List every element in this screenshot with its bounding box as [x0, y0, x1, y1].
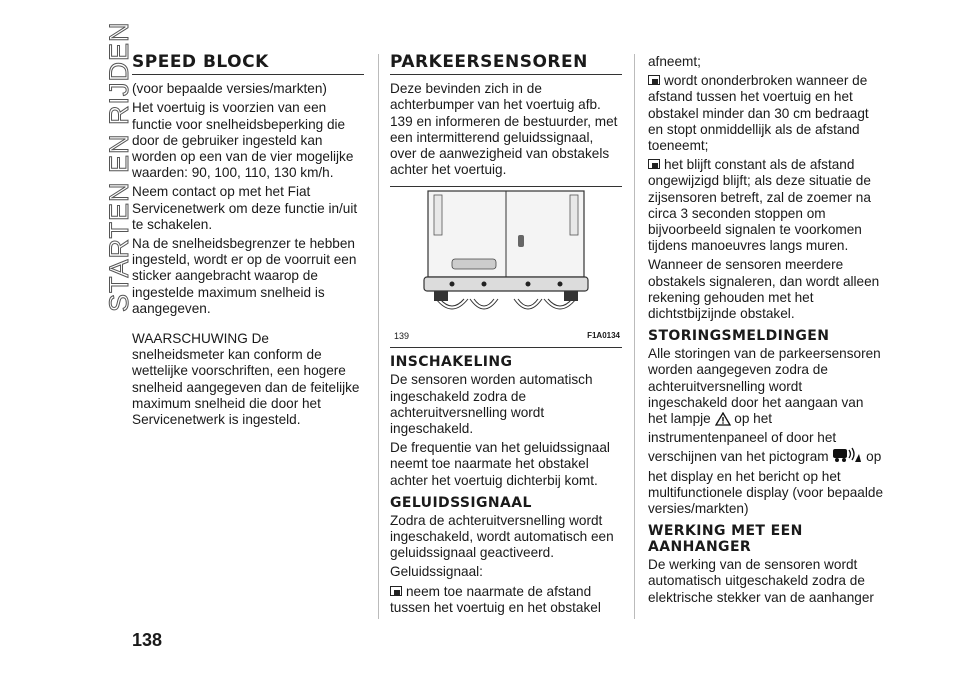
paragraph-text: Alle storingen van de parkeersensoren worden aangegeven zodra de achteruitversnelling wordt ingeschakeld door het aangaan van het lampje [648, 346, 881, 427]
square-bullet-icon [648, 159, 660, 169]
list-item-text: het blijft constant als de afstand ongewijzigd blijft; als deze situatie de zijsensoren betreft, zal de zoemer na circa 3 seconden stoppen om bijvoorbeeld signalen te voorkomen tijdens manoeuvres langs muren. [648, 157, 871, 254]
paragraph: Na de snelheidsbegrenzer te hebben ingesteld, wordt er op de voorruit een sticker aangebracht waarop de ingestelde maximum snelheid is aangegeven. [132, 236, 357, 316]
column-divider [378, 54, 379, 619]
figure-number: 139 [394, 331, 410, 342]
heading-geluidssignaal: GELUIDSSIGNAAL [390, 494, 532, 511]
heading-speed-block: SPEED BLOCK [132, 54, 364, 75]
paragraph: (voor bepaalde versies/markten) [132, 81, 327, 97]
square-bullet-icon [648, 75, 660, 85]
heading-storingsmeldingen: STORINGSMELDINGEN [648, 328, 830, 345]
list-item [648, 157, 884, 254]
paragraph: Geluidssignaal: [390, 564, 483, 580]
paragraph: Zodra de achteruitversnelling wordt ingeschakeld, wordt automatisch een geluidssignaal geactiveerd. [390, 512, 614, 561]
paragraph: Het voertuig is voorzien van een functie voor snelheidsbeperking die door de gebruiker ingesteld kan worden op een van de vier mogelijke waarden: 90, 100, 110, 130 km/h. [132, 100, 354, 181]
paragraph [648, 346, 884, 517]
list-item-text: neem toe naarmate de afstand tussen het voertuig en het obstakel [390, 583, 601, 615]
paragraph: De sensoren worden automatisch ingeschakeld zodra de achteruitversnelling wordt ingeschakeld. [390, 372, 593, 437]
heading-werking-met-aanhanger: WERKING MET EEN AANHANGER [648, 523, 803, 556]
figure-van-rear [390, 186, 622, 348]
list-item-text: wordt ononderbroken wanneer de afstand tussen het voertuig en het obstakel minder dan 30 cm bedraagt en stopt onmiddellijk als de afstand toeneemt; [648, 73, 869, 154]
column-continued [648, 54, 884, 609]
van-rear-illustration [390, 187, 622, 327]
paragraph: Neem contact op met het Fiat Servicenetwerk om deze functie in/uit te schakelen. [132, 184, 358, 232]
warning-triangle-icon [715, 412, 731, 430]
figure-code: F1A0134 [587, 331, 620, 341]
paragraph: De frequentie van het geluidssignaal neemt toe naarmate het obstakel achter het voertuig dichterbij komt. [390, 440, 610, 488]
parking-sensor-fault-icon [832, 446, 862, 468]
square-bullet-icon [390, 586, 402, 596]
side-section-title [60, 21, 134, 312]
side-title-text: STARTEN EN RIJDEN [104, 21, 134, 312]
list-item [390, 584, 622, 616]
column-parking-sensors [390, 54, 622, 619]
warning-paragraph: WAARSCHUWING De snelheidsmeter kan conform de wettelijke voorschriften, een hogere snelheid aangegeven dan de feitelijke maximum snelheid die door het Servicenetwerk is ingesteld. [132, 331, 360, 428]
paragraph: Deze bevinden zich in de achterbumper van het voertuig afb. 139 en informeren de bestuurder, met een intermitterend geluidssignaal, over de aanwezigheid van obstakels achter het voertuig. [390, 81, 618, 178]
paragraph: De werking van de sensoren wordt automatisch uitgeschakeld zodra de elektrische stekker van de aanhanger [648, 557, 874, 605]
paragraph-text: op het instrumentenpaneel of door het verschijnen van het pictogram [648, 411, 837, 465]
paragraph-text: op het display en het bericht op het multifunctionele display (voor bepaalde versies/markten) [648, 449, 884, 517]
paragraph: Wanneer de sensoren meerdere obstakels signaleren, dan wordt alleen rekening gehouden met het dichtstbijzijnde obstakel. [648, 257, 880, 322]
column-speed-block [132, 54, 364, 431]
heading-inschakeling: INSCHAKELING [390, 354, 513, 371]
heading-parkeersensoren: PARKEERSENSOREN [390, 54, 622, 75]
page-number: 138 [132, 630, 163, 650]
paragraph: afneemt; [648, 54, 701, 69]
column-divider [634, 54, 635, 619]
list-item [648, 73, 884, 154]
